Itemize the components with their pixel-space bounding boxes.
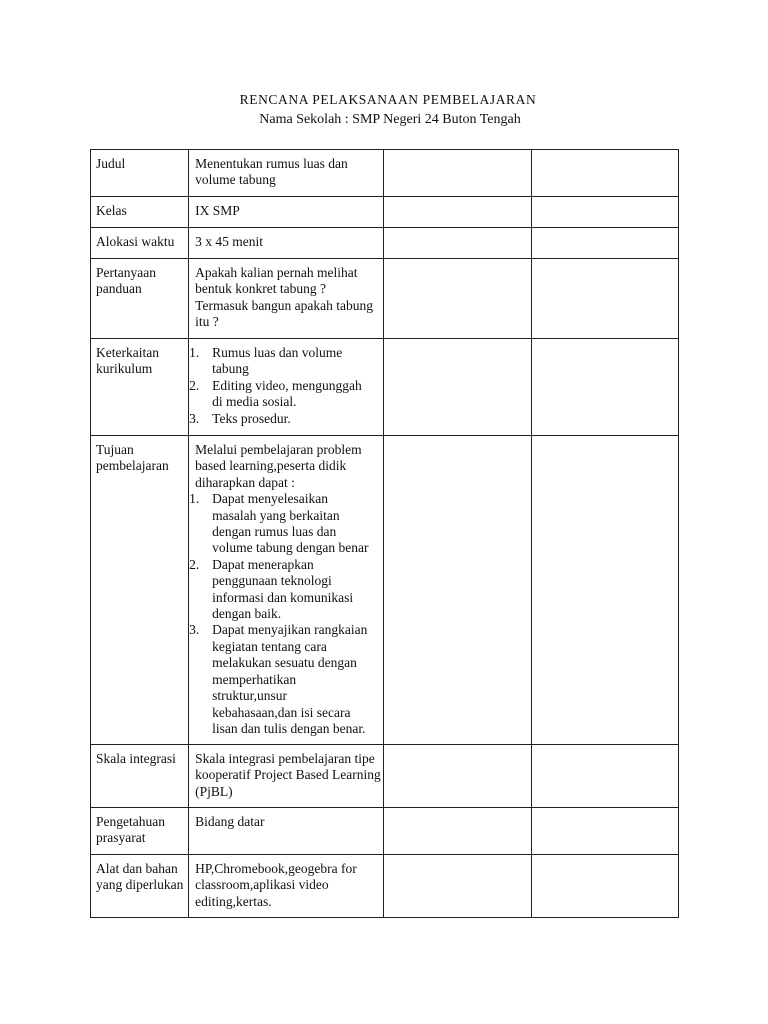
empty-cell — [531, 150, 678, 197]
curriculum-link-list — [189, 339, 383, 433]
empty-cell — [384, 855, 531, 918]
list-item — [189, 491, 381, 557]
list-item — [189, 345, 381, 378]
row-label-kelas: Kelas — [96, 203, 127, 218]
empty-cell — [531, 228, 678, 259]
row-label-keterkaitan: Keterkaitan kurikulum — [96, 345, 159, 377]
empty-cell — [531, 339, 678, 436]
list-item-text: Dapat menerapkan penggunaan teknologi informasi dan komunikasi dengan baik. — [212, 556, 354, 622]
row-label-alat: Alat dan bahan yang diperlukan — [96, 861, 184, 893]
table-row — [91, 259, 679, 339]
row-label-cell — [91, 197, 189, 228]
list-item — [189, 557, 381, 623]
row-label-alokasi: Alokasi waktu — [96, 234, 175, 249]
row-value-alat: HP,Chromebook,geogebra for classroom,aplikasi video editing,kertas. — [195, 861, 357, 909]
row-label-pertanyaan: Pertanyaan panduan — [96, 265, 156, 297]
row-value-skala: Skala integrasi pembelajaran tipe kooperatif Project Based Learning (PjBL) — [195, 751, 381, 799]
table-row — [91, 855, 679, 918]
empty-cell — [384, 745, 531, 808]
table-row — [91, 197, 679, 228]
row-label-cell — [91, 259, 189, 339]
list-item-text: Dapat menyajikan rangkaian kegiatan tentang cara melakukan sesuatu dengan memperhatikan struktur,unsur kebahasaan,dan isi secara lisan dan tulis dengan benar. — [212, 622, 368, 736]
row-label-pengetahuan: Pengetahuan prasyarat — [96, 814, 165, 846]
row-value-cell — [189, 745, 384, 808]
row-label-cell — [91, 436, 189, 745]
empty-cell — [384, 228, 531, 259]
row-label-cell — [91, 150, 189, 197]
row-value-cell — [189, 855, 384, 918]
row-value-cell — [189, 808, 384, 855]
row-value-cell — [189, 228, 384, 259]
row-label-cell — [91, 228, 189, 259]
table-row — [91, 808, 679, 855]
objectives-intro: Melalui pembelajaran problem based learning,peserta didik diharapkan dapat : — [195, 442, 362, 490]
row-label-cell — [91, 745, 189, 808]
empty-cell — [384, 339, 531, 436]
list-item-text: Rumus luas dan volume tabung — [212, 345, 343, 377]
empty-cell — [531, 197, 678, 228]
list-number: 1. — [189, 345, 200, 360]
row-value-judul: Menentukan rumus luas dan volume tabung — [195, 156, 348, 188]
row-value-cell — [189, 259, 384, 339]
empty-cell — [384, 197, 531, 228]
row-value-cell — [189, 339, 384, 436]
empty-cell — [531, 259, 678, 339]
empty-cell — [384, 259, 531, 339]
row-label-cell — [91, 339, 189, 436]
row-value-pengetahuan: Bidang datar — [195, 814, 265, 829]
list-number: 3. — [189, 410, 200, 426]
row-label-judul: Judul — [96, 156, 126, 171]
lesson-plan-table — [90, 149, 679, 918]
row-label-cell — [91, 855, 189, 918]
row-label-cell — [91, 808, 189, 855]
empty-cell — [531, 745, 678, 808]
table-row — [91, 339, 679, 436]
school-name: Nama Sekolah : SMP Negeri 24 Buton Tengah — [259, 112, 521, 127]
document-title: RENCANA PELAKSANAAN PEMBELAJARAN — [239, 92, 537, 107]
empty-cell — [384, 150, 531, 197]
row-value-cell — [189, 197, 384, 228]
row-label-skala: Skala integrasi — [96, 751, 176, 766]
list-number: 3. — [189, 622, 200, 638]
list-item-text: Dapat menyelesaikan masalah yang berkaitan dengan rumus luas dan volume tabung dengan benar — [212, 491, 369, 556]
empty-cell — [384, 436, 531, 745]
list-item-text: Teks prosedur. — [212, 410, 291, 426]
empty-cell — [531, 808, 678, 855]
row-value-alokasi: 3 x 45 menit — [195, 234, 264, 249]
learning-objectives — [189, 436, 383, 743]
list-number: 2. — [189, 377, 200, 393]
list-item — [189, 622, 381, 737]
empty-cell — [384, 808, 531, 855]
table-row — [91, 228, 679, 259]
table-row — [91, 745, 679, 808]
list-item-text: Editing video, mengunggah di media sosial. — [212, 377, 362, 410]
row-value-pertanyaan: Apakah kalian pernah melihat bentuk konkret tabung ? Termasuk bangun apakah tabung itu ? — [195, 265, 374, 330]
row-value-cell — [189, 150, 384, 197]
list-item — [189, 411, 381, 427]
table-row — [91, 150, 679, 197]
list-number: 1. — [189, 491, 200, 507]
list-number: 2. — [189, 556, 200, 572]
row-value-cell — [189, 436, 384, 745]
table-row — [91, 436, 679, 745]
empty-cell — [531, 855, 678, 918]
row-label-tujuan: Tujuan pembelajaran — [96, 442, 169, 474]
row-value-kelas: IX SMP — [195, 203, 240, 218]
list-item — [189, 378, 381, 411]
empty-cell — [531, 436, 678, 745]
